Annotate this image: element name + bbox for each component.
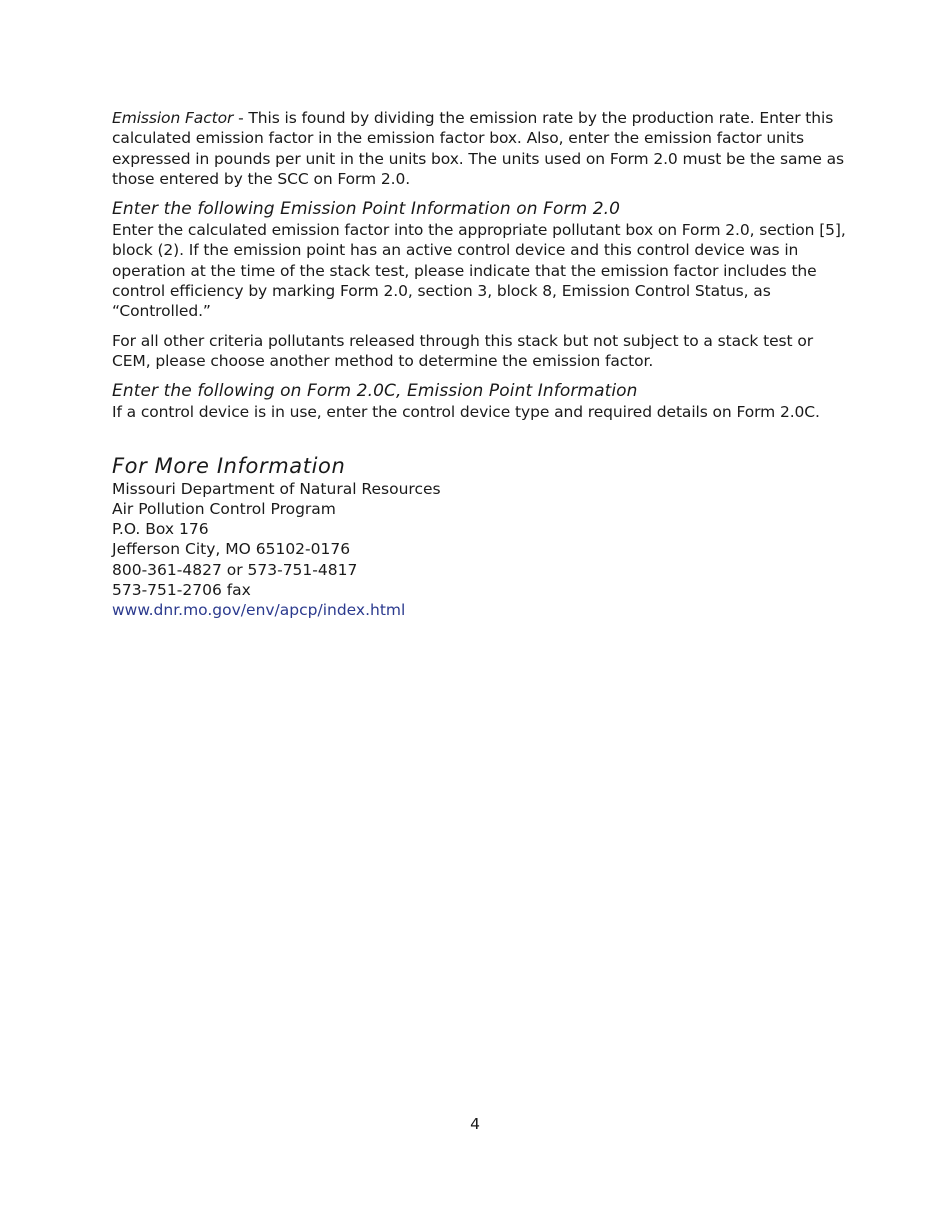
emission-factor-label: Emission Factor (112, 109, 234, 127)
org-name: Missouri Department of Natural Resources (112, 479, 441, 498)
more-info-heading: For More Information (112, 453, 346, 478)
form-2-0c-paragraph: If a control device is in use, enter the control device type and required details on Form 2.0C. (112, 403, 820, 422)
page-number: 4 (470, 1115, 480, 1133)
emission-factor-paragraph (112, 108, 852, 189)
form-2-0c-heading: Enter the following on Form 2.0C, Emission Point Information (112, 381, 638, 402)
city-line: Jefferson City, MO 65102-0176 (112, 540, 351, 559)
emission-factor-text: - This is found by dividing the emission rate by the production rate. Enter this calculated emission factor in the emission factor box. Also, enter the emission factor units expressed in pounds per unit in the units box. The units used on Form 2.0 must be the same as those entered by the SCC on Form 2.0. (112, 109, 844, 188)
document-body (112, 108, 852, 621)
program-name: Air Pollution Control Program (112, 499, 336, 518)
criteria-pollutants-paragraph: For all other criteria pollutants released through this stack but not subject to a stack test or CEM, please choose another method to determine the emission factor. (112, 331, 813, 370)
contact-block (112, 479, 852, 621)
form-2-0-paragraph: Enter the calculated emission factor into the appropriate pollutant box on Form 2.0, section [5], block (2). If the emission point has an active control device and this control device was in operation at the time of the stack test, please indicate that the emission factor includes the control efficiency by marking Form 2.0, section 3, block 8, Emission Control Status, as “Controlled.” (112, 221, 846, 321)
po-box: P.O. Box 176 (112, 520, 209, 539)
website-link[interactable]: www.dnr.mo.gov/env/apcp/index.html (112, 601, 406, 620)
fax-number: 573-751-2706 fax (112, 581, 251, 600)
phone-numbers: 800-361-4827 or 573-751-4817 (112, 560, 358, 579)
form-2-0-heading: Enter the following Emission Point Information on Form 2.0 (112, 199, 621, 220)
